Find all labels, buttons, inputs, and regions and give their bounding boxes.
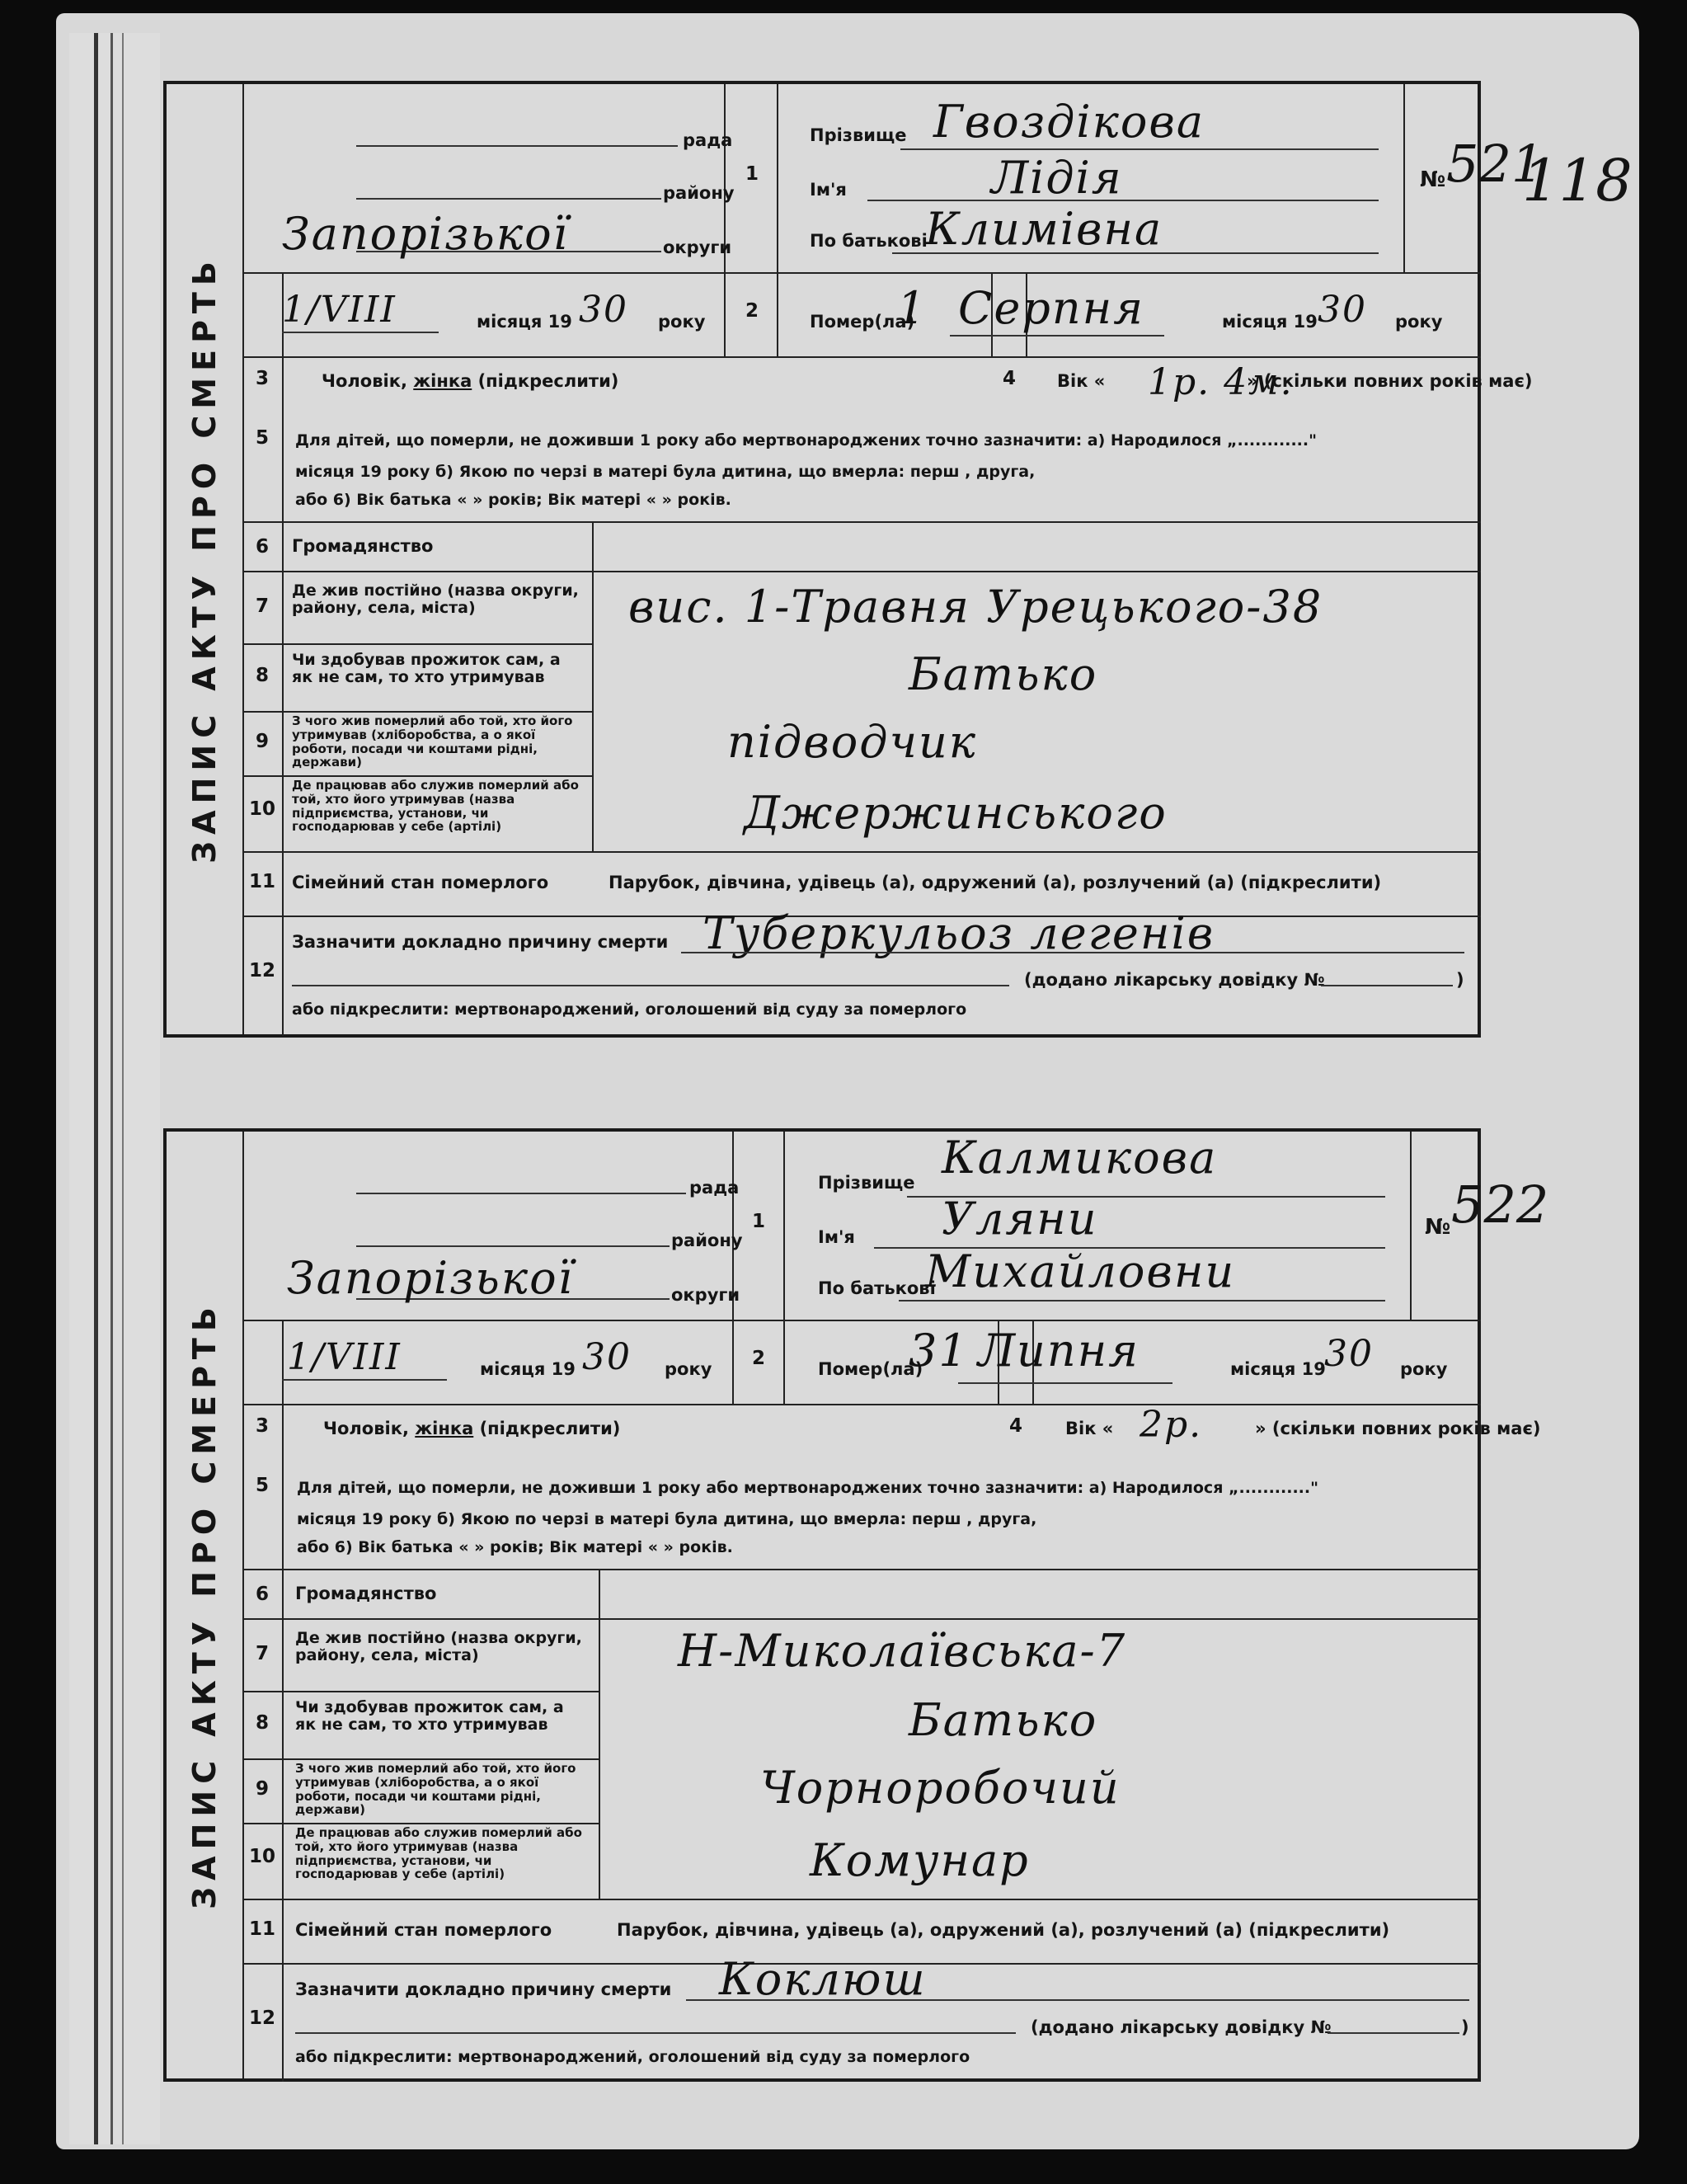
- death-misiatsia-label-2: місяця 19: [1230, 1359, 1326, 1379]
- roku-label-2: року: [665, 1359, 712, 1379]
- name-label: Ім'я: [810, 180, 847, 200]
- registration-year: 30: [579, 289, 628, 331]
- support-handwritten: Батько: [909, 648, 1098, 700]
- support-label-2: Чи здобував прожиток сам, а як не сам, то хто утримував: [295, 1698, 564, 1734]
- row-number-8-b: 8: [255, 1712, 269, 1734]
- cause-handwritten: Туберкульоз легенів: [703, 907, 1215, 959]
- row-number-8: 8: [255, 665, 269, 686]
- residence-label-2: Де жив постійно (назва округи, району, села, міста): [295, 1629, 582, 1665]
- row-number-7-b: 7: [255, 1643, 269, 1664]
- marital-status-label-2: Сімейний стан померлого: [295, 1920, 552, 1940]
- row5-line2: місяця 19 року б) Якою по черзі в матері була дитина, що вмерла: перш , друга,: [295, 463, 1036, 481]
- row-number-2: 2: [745, 300, 759, 322]
- age-label-2: Вік «: [1065, 1419, 1114, 1438]
- residence-handwritten-2: Н-Миколаївська-7: [678, 1625, 1127, 1677]
- workplace-handwritten: Джержинського: [744, 787, 1168, 839]
- row-number-3: 3: [255, 368, 269, 389]
- row-number-5-b: 5: [255, 1475, 269, 1496]
- record-number-2: 522: [1451, 1174, 1549, 1235]
- row-number-6-b: 6: [255, 1584, 269, 1605]
- row-number-11: 11: [248, 871, 275, 892]
- name-label-2: Ім'я: [818, 1227, 855, 1247]
- row-number-2-b: 2: [751, 1348, 765, 1369]
- record-number: 521: [1446, 134, 1544, 194]
- surname-handwritten: Гвоздікова: [933, 96, 1205, 148]
- okruhy-label-2: округи: [671, 1285, 740, 1305]
- okruha-handwritten-2: Запорізької: [287, 1252, 574, 1304]
- okruha-handwritten: Запорізької: [282, 208, 569, 260]
- livelihood-label-2: З чого жив померлий або той, хто його утримував (хліборобства, а о якої роботи, посади чи коштами рідні, держави): [295, 1761, 576, 1818]
- citizenship-label: Громадянство: [292, 536, 434, 556]
- occupation-handwritten: підводчик: [727, 716, 978, 768]
- row5-line3: або 6) Вік батька « » років; Вік матері « » років.: [295, 491, 731, 509]
- form-side-title: ЗАПИС АКТУ ПРО СМЕРТЬ: [167, 84, 244, 1034]
- name-handwritten: Лідія: [991, 152, 1123, 204]
- certificate-label-2: (додано лікарську довідку №: [1031, 2017, 1332, 2037]
- surname-label: Прізвище: [810, 125, 907, 145]
- row-number-1: 1: [745, 163, 759, 185]
- row-number-7: 7: [255, 595, 269, 617]
- residence-label: Де жив постійно (назва округи, району, села, міста): [292, 581, 579, 618]
- raion-label: району: [663, 183, 735, 203]
- row5-line2-2: місяця 19 року б) Якою по черзі в матері була дитина, що вмерла: перш , друга,: [297, 1510, 1037, 1528]
- row-number-10: 10: [248, 798, 275, 820]
- patronymic-handwritten: Климівна: [925, 203, 1163, 255]
- livelihood-label: З чого жив померлий або той, хто його утримував (хліборобства, а о якої роботи, посади чи коштами рідні, держави): [292, 713, 573, 770]
- name-handwritten-2: Уляни: [942, 1193, 1098, 1245]
- row5-line3-2: або 6) Вік батька « » років; Вік матері « » років.: [297, 1538, 733, 1556]
- cause-label-2: Зазначити докладно причину смерти: [295, 1979, 672, 1999]
- sex-label-2: Чоловік, жінка (підкреслити): [323, 1419, 621, 1438]
- row5-line1-2: Для дітей, що померли, не доживши 1 року або мертвонароджених точно зазначити: а) Народилося „............": [297, 1479, 1319, 1497]
- record-number-label: №: [1420, 167, 1446, 192]
- support-handwritten-2: Батько: [909, 1694, 1098, 1746]
- death-month-2: Липня: [978, 1325, 1140, 1377]
- age-suffix-label: » (скільки повних років має): [1247, 371, 1533, 391]
- death-day: 1: [897, 282, 928, 334]
- row-number-4: 4: [1002, 368, 1016, 389]
- row-number-3-b: 3: [255, 1415, 269, 1437]
- died-label: Помер(ла): [810, 312, 915, 332]
- roku-label: року: [658, 312, 706, 332]
- row-number-4-b: 4: [1008, 1415, 1022, 1437]
- registration-date-2: 1/VIII: [287, 1336, 402, 1378]
- marital-status-options: Парубок, дівчина, удівець (а), одружений (а), розлучений (а) (підкреслити): [609, 873, 1382, 892]
- death-year-2: 30: [1324, 1333, 1374, 1375]
- age-handwritten: 1р. 4м.: [1148, 361, 1294, 403]
- stillborn-note-2: або підкреслити: мертвонароджений, оголошений від суду за померлого: [295, 2048, 970, 2066]
- binding-edge: [69, 33, 160, 2144]
- registration-date: 1/VIII: [282, 289, 397, 331]
- okruhy-label: округи: [663, 238, 732, 257]
- misiatsia-label: місяця 19: [477, 312, 572, 332]
- age-handwritten-2: 2р.: [1140, 1404, 1203, 1446]
- patronymic-label: По батькові: [810, 231, 928, 251]
- cause-handwritten-2: Коклюш: [719, 1953, 927, 2005]
- row-number-12: 12: [248, 960, 275, 981]
- citizenship-label-2: Громадянство: [295, 1584, 437, 1603]
- workplace-label: Де працював або служив померлий або той, хто його утримував (назва підприємства, установи, чи господарював у себе (артілі): [292, 778, 579, 835]
- death-record-form-1: ЗАПИС АКТУ ПРО СМЕРТЬ рада району Запорізької округи 1/VIII місяця 19 30 року 1 2 Прізвище Гвоздікова Ім'я Лідія По батькові Климівна № 521 Помер(ла) 1 Серпня місяця 19 30 року 3 Чоловік, жінка (підкреслити) 4 Вік « 1р. 4м. » (скільки повних років має) 5 Для дітей, що померли, не доживши 1 року або мертвонароджених точно зазначити: а) Народилося „............" місяця 19 року б) Якою по черзі в матері була дитина, що вмерла: перш , друга, або 6) Вік батька « » років; Вік матері « » років. 6 Громадянство 7 Де жив постійно (назва округи, району, села, міста) вис. 1-Травня Урецького-38 8 Чи здобував прожиток сам, а як не сам, то хто утримував Батько 9 З чого жив померлий або той, хто його утримував (хліборобства, а о якої роботи, посади чи коштами рідні, держави) підводчик 10 Де працював або служив померлий або той, хто його утримував (назва підприємства, установи, чи господарював у себе (артілі) Джержинського 11 Сімейний стан померлого Парубок, дівчина, удівець (а), одружений (а), розлучений (а) (підкреслити) 12 Зазначити докладно причину смерти Туберкульоз легенів (додано лікарську довідку № ) або підкреслити: мертвонароджений, оголошений від суду за померлого: [163, 81, 1481, 1038]
- residence-handwritten: вис. 1-Травня Урецького-38: [628, 581, 1323, 633]
- surname-handwritten-2: Калмикова: [942, 1132, 1218, 1184]
- marital-status-label: Сімейний стан померлого: [292, 873, 549, 892]
- marital-status-options-2: Парубок, дівчина, удівець (а), одружений (а), розлучений (а) (підкреслити): [617, 1920, 1390, 1940]
- row-number-6: 6: [255, 536, 269, 558]
- certificate-label: (додано лікарську довідку №: [1024, 970, 1325, 990]
- row-number-10-b: 10: [248, 1846, 275, 1867]
- registration-year-2: 30: [582, 1336, 632, 1378]
- workplace-label-2: Де працював або служив померлий або той, хто його утримував (назва підприємства, установи, чи господарював у себе (артілі): [295, 1825, 582, 1882]
- death-month: Серпня: [958, 282, 1144, 334]
- stillborn-note: або підкреслити: мертвонароджений, оголошений від суду за померлого: [292, 1000, 967, 1019]
- form-side-title-2: ЗАПИС АКТУ ПРО СМЕРТЬ: [167, 1132, 244, 2078]
- row5-line1: Для дітей, що померли, не доживши 1 року або мертвонароджених точно зазначити: а) Народилося „............": [295, 431, 1318, 450]
- raion-label-2: району: [671, 1231, 743, 1250]
- record-number-label-2: №: [1425, 1215, 1451, 1240]
- row-number-9: 9: [255, 731, 269, 752]
- death-roku-label-2: року: [1400, 1359, 1448, 1379]
- misiatsia-label-2: місяця 19: [480, 1359, 576, 1379]
- sex-label: Чоловік, жінка (підкреслити): [322, 371, 619, 391]
- support-label: Чи здобував прожиток сам, а як не сам, то хто утримував: [292, 651, 561, 687]
- death-record-form-2: ЗАПИС АКТУ ПРО СМЕРТЬ рада району Запорізької округи 1/VIII місяця 19 30 року 1 2 Прізвище Калмикова Ім'я Уляни По батькові Михайловни № 522 Помер(ла) 31 Липня місяця 19 30 року 3 Чоловік, жінка (підкреслити) 4 Вік « 2р. » (скільки повних років має) 5 Для дітей, що померли, не доживши 1 року або мертвонароджених точно зазначити: а) Народилося „............" місяця 19 року б) Якою по черзі в матері була дитина, що вмерла: перш , друга, або 6) Вік батька « » років; Вік матері « » років. 6 Громадянство 7 Де жив постійно (назва округи, району, села, міста) Н-Миколаївська-7 8 Чи здобував прожиток сам, а як не сам, то хто утримував Батько 9 З чого жив померлий або той, хто його утримував (хліборобства, а о якої роботи, посади чи коштами рідні, держави) Чорноробочий 10 Де працював або служив померлий або той, хто його утримував (назва підприємства, установи, чи господарював у себе (артілі) Комунар 11 Сімейний стан померлого Парубок, дівчина, удівець (а), одружений (а), розлучений (а) (підкреслити) 12 Зазначити докладно причину смерти Коклюш (додано лікарську довідку № ) або підкреслити: мертвонароджений, оголошений від суду за померлого: [163, 1128, 1481, 2082]
- row-number-9-b: 9: [255, 1778, 269, 1800]
- rada-label: рада: [683, 130, 733, 150]
- row-number-5: 5: [255, 427, 269, 449]
- occupation-handwritten-2: Чорноробочий: [760, 1762, 1121, 1814]
- death-day-2: 31: [909, 1325, 969, 1377]
- surname-label-2: Прізвище: [818, 1173, 915, 1193]
- cause-label: Зазначити докладно причину смерти: [292, 932, 669, 952]
- died-label-2: Помер(ла): [818, 1359, 923, 1379]
- workplace-handwritten-2: Комунар: [810, 1834, 1030, 1886]
- row-number-11-b: 11: [248, 1918, 275, 1940]
- age-suffix-label-2: » (скільки повних років має): [1255, 1419, 1541, 1438]
- rada-label-2: рада: [689, 1178, 740, 1198]
- death-misiatsia-label: місяця 19: [1222, 312, 1318, 332]
- death-roku-label: року: [1395, 312, 1443, 332]
- patronymic-label-2: По батькові: [818, 1278, 936, 1298]
- death-year: 30: [1318, 289, 1367, 331]
- margin-mark: 118: [1522, 147, 1633, 214]
- row-number-12-b: 12: [248, 2007, 275, 2029]
- age-label: Вік «: [1057, 371, 1106, 391]
- patronymic-handwritten-2: Михайловни: [925, 1245, 1236, 1297]
- row-number-1-b: 1: [751, 1211, 765, 1232]
